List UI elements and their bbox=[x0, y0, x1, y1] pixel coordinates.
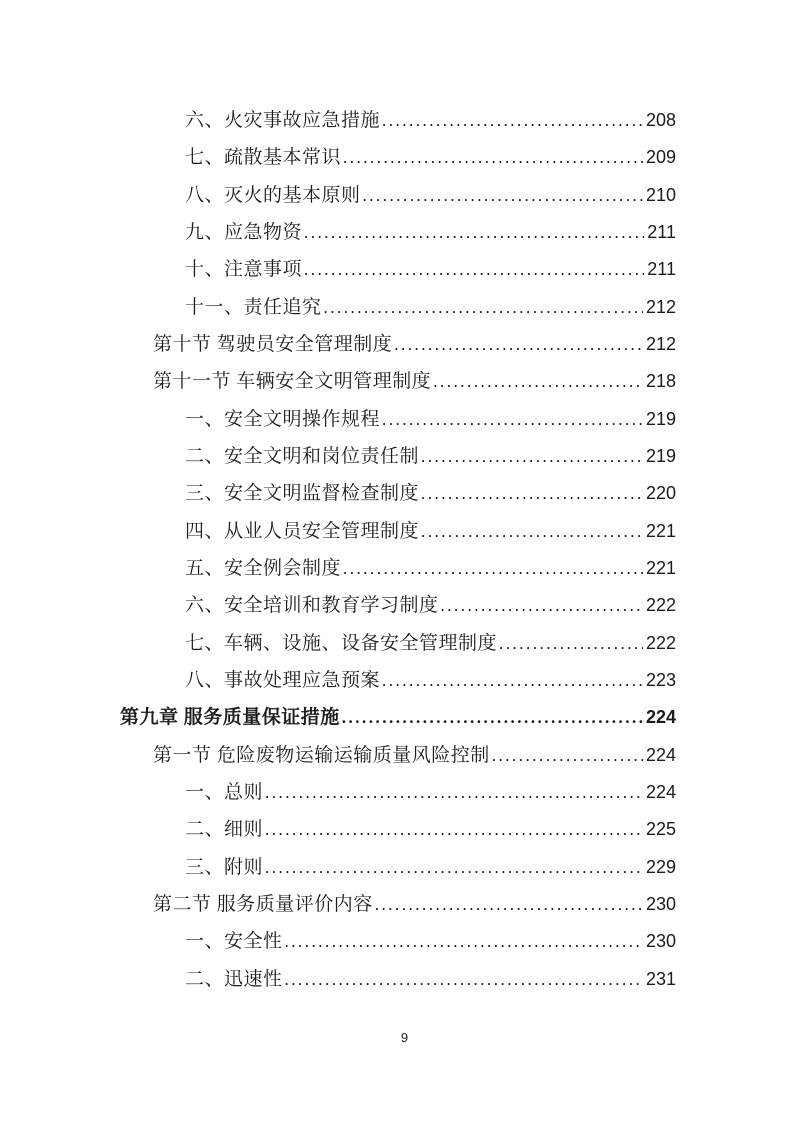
toc-entry-label: 四、从业人员安全管理制度 bbox=[185, 520, 420, 542]
toc-entry-label: 七、车辆、设施、设备安全管理制度 bbox=[185, 632, 498, 654]
page-footer bbox=[0, 1030, 793, 1045]
dot-leader bbox=[433, 363, 643, 400]
toc-entry-page: 223 bbox=[645, 669, 676, 690]
toc-entry-label: 二、安全文明和岗位责任制 bbox=[185, 445, 420, 467]
dot-leader bbox=[324, 289, 643, 326]
toc-entry-label: 一、总则 bbox=[185, 781, 264, 803]
toc-entry[interactable] bbox=[120, 177, 676, 214]
toc-entry-label: 六、安全培训和教育学习制度 bbox=[185, 595, 439, 617]
toc-entry[interactable] bbox=[120, 737, 676, 774]
toc-entry-page: 224 bbox=[645, 781, 676, 802]
dot-leader bbox=[363, 177, 643, 214]
toc-entry-page: 218 bbox=[645, 371, 676, 392]
dot-leader bbox=[375, 886, 643, 923]
dot-leader bbox=[421, 513, 643, 550]
toc-list bbox=[120, 102, 676, 998]
toc-entry[interactable] bbox=[120, 438, 676, 475]
dot-leader bbox=[499, 625, 643, 662]
dot-leader bbox=[382, 662, 643, 699]
toc-entry-label: 八、灭火的基本原则 bbox=[185, 184, 361, 206]
toc-entry-label: 八、事故处理应急预案 bbox=[185, 669, 381, 691]
toc-entry[interactable] bbox=[120, 401, 676, 438]
toc-entry-page: 208 bbox=[645, 110, 676, 130]
toc-entry-page: 225 bbox=[645, 819, 676, 840]
toc-entry[interactable] bbox=[120, 961, 676, 998]
dot-leader bbox=[304, 214, 644, 251]
toc-entry-page: 221 bbox=[645, 557, 676, 578]
toc-entry[interactable] bbox=[120, 923, 676, 960]
toc-entry-label: 第十一节 车辆安全文明管理制度 bbox=[153, 371, 432, 393]
dot-leader bbox=[382, 401, 643, 438]
toc-entry[interactable] bbox=[120, 363, 676, 400]
toc-entry[interactable] bbox=[120, 513, 676, 550]
toc-entry-page: 229 bbox=[645, 856, 676, 877]
toc-entry-label: 第九章 服务质量保证措施 bbox=[120, 707, 340, 729]
toc-entry-page: 231 bbox=[645, 968, 676, 989]
toc-entry-page: 209 bbox=[645, 147, 676, 168]
toc-entry[interactable] bbox=[120, 289, 676, 326]
toc-entry-page: 221 bbox=[645, 520, 676, 541]
toc-entry-label: 一、安全文明操作规程 bbox=[185, 408, 381, 430]
toc-entry[interactable] bbox=[120, 550, 676, 587]
dot-leader bbox=[421, 475, 643, 512]
toc-entry-label: 三、附则 bbox=[185, 856, 264, 878]
dot-leader bbox=[304, 251, 644, 288]
toc-entry[interactable] bbox=[120, 811, 676, 848]
toc-entry[interactable] bbox=[120, 774, 676, 811]
toc-entry-page: 212 bbox=[645, 296, 676, 317]
toc-entry-label: 一、安全性 bbox=[185, 931, 283, 953]
dot-leader bbox=[285, 923, 643, 960]
toc-entry[interactable] bbox=[120, 662, 676, 699]
toc-entry-page: 230 bbox=[645, 931, 676, 952]
toc-entry[interactable] bbox=[120, 849, 676, 886]
toc-entry[interactable] bbox=[120, 251, 676, 288]
toc-entry-label: 第二节 服务质量评价内容 bbox=[153, 893, 373, 915]
dot-leader bbox=[342, 699, 643, 736]
toc-entry[interactable] bbox=[120, 139, 676, 176]
toc-entry-page: 230 bbox=[645, 893, 676, 914]
toc-entry-page: 219 bbox=[645, 445, 676, 466]
dot-leader bbox=[285, 961, 643, 998]
dot-leader bbox=[265, 849, 643, 886]
toc-entry-label: 五、安全例会制度 bbox=[185, 557, 342, 579]
toc-entry-label: 第一节 危险废物运输运输质量风险控制 bbox=[153, 744, 490, 766]
dot-leader bbox=[343, 139, 643, 176]
toc-entry-label: 二、细则 bbox=[185, 819, 264, 841]
toc-entry[interactable] bbox=[120, 587, 676, 624]
toc-entry[interactable] bbox=[120, 326, 676, 363]
toc-entry-page: 224 bbox=[645, 744, 676, 765]
toc-entry-label: 七、疏散基本常识 bbox=[185, 147, 342, 169]
dot-leader bbox=[265, 774, 643, 811]
toc-entry-page: 211 bbox=[647, 221, 676, 242]
toc-entry[interactable] bbox=[120, 625, 676, 662]
toc-entry-page: 220 bbox=[645, 483, 676, 504]
toc-entry-label: 第十节 驾驶员安全管理制度 bbox=[153, 333, 393, 355]
toc-entry[interactable] bbox=[120, 214, 676, 251]
toc-entry-page: 222 bbox=[645, 632, 676, 653]
dot-leader bbox=[441, 587, 643, 624]
toc-entry[interactable] bbox=[120, 102, 676, 139]
toc-entry[interactable] bbox=[120, 699, 676, 736]
toc-entry-label: 十、注意事项 bbox=[185, 259, 303, 281]
toc-entry-page: 212 bbox=[645, 333, 676, 354]
toc-entry-label: 三、安全文明监督检查制度 bbox=[185, 483, 420, 505]
toc-entry-label: 二、迅速性 bbox=[185, 968, 283, 990]
page-number: 9 bbox=[400, 1030, 409, 1045]
dot-leader bbox=[421, 438, 643, 475]
toc-entry-page: 210 bbox=[645, 184, 676, 205]
toc-entry-page: 219 bbox=[645, 408, 676, 429]
toc-entry-label: 六、火灾事故应急措施 bbox=[185, 110, 381, 131]
toc-entry[interactable] bbox=[120, 475, 676, 512]
toc-entry-label: 九、应急物资 bbox=[185, 221, 303, 243]
dot-leader bbox=[492, 737, 643, 774]
toc-entry-page: 211 bbox=[647, 259, 676, 280]
toc-entry-page: 224 bbox=[645, 707, 676, 728]
dot-leader bbox=[343, 550, 643, 587]
toc-entry[interactable] bbox=[120, 886, 676, 923]
dot-leader bbox=[382, 102, 643, 139]
dot-leader bbox=[394, 326, 643, 363]
dot-leader bbox=[265, 811, 643, 848]
toc-entry-label: 十一、责任追究 bbox=[185, 296, 322, 318]
toc-entry-page: 222 bbox=[645, 595, 676, 616]
